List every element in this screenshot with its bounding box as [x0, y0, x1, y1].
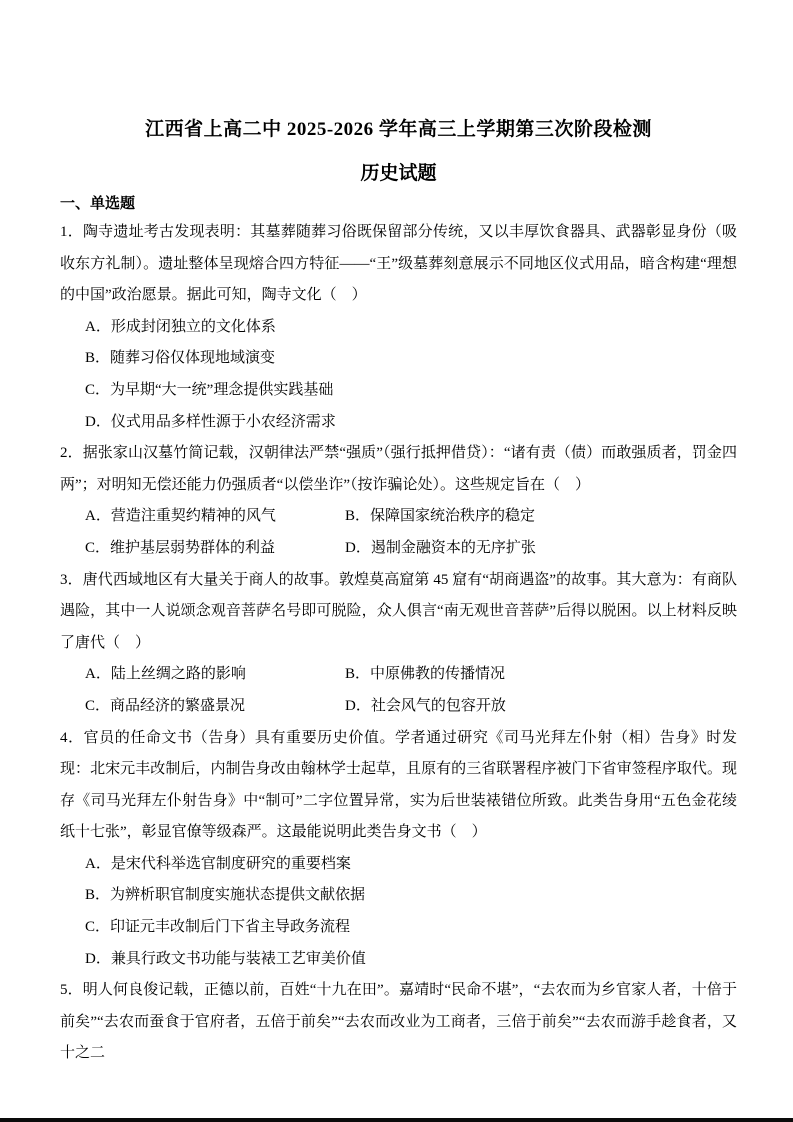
question-4-stem — [60, 723, 737, 849]
question-1-option-d: D．仪式用品多样性源于小农经济需求 — [85, 413, 336, 430]
question-4-number: 4． — [60, 729, 84, 746]
question-5 — [60, 975, 737, 1070]
question-3-text: 唐代西域地区有大量关于商人的故事。敦煌莫高窟第 45 窟有“胡商遇盗”的故事。其大意为：有商队遇险，其中一人说颂念观音菩萨名号即可脱险，众人俱言“南无观世音菩萨”后得以脱困。以上材料反映了唐代（ ） — [60, 571, 737, 651]
question-1-options — [85, 312, 737, 438]
question-1-number: 1． — [60, 224, 83, 240]
question-4 — [60, 723, 737, 976]
question-4-text: 官员的任命文书（告身）具有重要历史价值。学者通过研究《司马光拜左仆射（相）告身》时发现：北宋元丰改制后，内制告身改由翰林学士起草，且原有的三省联署程序被门下省审签程序取代。现存《司马光拜左仆射告身》中“制可”二字位置异常，实为后世装裱错位所致。此类告身用“五色金花绫纸十七张”，彰显官僚等级森严。这最能说明此类告身文书（ ） — [60, 729, 737, 841]
section-heading: 一、单选题 — [60, 196, 136, 212]
question-3-options — [85, 659, 737, 722]
question-2-option-d: D．遏制金融资本的无序扩张 — [345, 539, 536, 556]
question-2-options — [85, 501, 737, 564]
question-1-option-a: A．形成封闭独立的文化体系 — [85, 318, 276, 335]
question-2 — [60, 438, 737, 564]
question-1-text: 陶寺遗址考古发现表明：其墓葬随葬习俗既保留部分传统，又以丰厚饮食器具、武器彰显身份（吸收东方礼制）。遗址整体呈现熔合四方特征——“王”级墓葬刻意展示不同地区仪式用品，暗含构建“理想的中国”政治愿景。据此可知，陶寺文化（ ） — [60, 224, 737, 304]
question-2-number: 2． — [60, 445, 83, 462]
question-1-option-b: B．随葬习俗仅体现地域演变 — [85, 350, 276, 367]
page-bottom-border — [0, 1118, 793, 1122]
question-2-option-b: B．保障国家统治秩序的稳定 — [345, 508, 536, 525]
question-4-option-a: A．是宋代科举选官制度研究的重要档案 — [85, 855, 351, 872]
question-2-option-c: C．维护基层弱势群体的利益 — [85, 539, 276, 556]
question-1-option-c: C．为早期“大一统”理念提供实践基础 — [85, 381, 334, 398]
question-4-option-b: B．为辨析职官制度实施状态提供文献依据 — [85, 887, 366, 904]
question-3 — [60, 565, 737, 723]
question-1 — [60, 217, 737, 438]
question-3-option-b: B．中原佛教的传播情况 — [345, 666, 506, 683]
question-1-stem — [60, 217, 737, 312]
question-3-stem — [60, 565, 737, 660]
exam-subtitle: 历史试题 — [360, 163, 437, 184]
exam-title: 江西省上高二中 2025-2026 学年高三上学期第三次阶段检测 — [145, 119, 652, 140]
question-3-option-d: D．社会风气的包容开放 — [345, 697, 506, 714]
question-2-text: 据张家山汉墓竹简记载，汉朝律法严禁“强质”（强行抵押借贷）：“诸有责（债）而敢强质者，罚金四两”；对明知无偿还能力仍强质者“以偿坐诈”（按诈骗论处）。这些规定旨在（ ） — [60, 445, 737, 493]
question-5-text: 明人何良俊记载，正德以前，百姓“十九在田”。嘉靖时“民命不堪”，“去农而为乡官家人者，十倍于前矣”“去农而蚕食于官府者，五倍于前矣”“去农而改业为工商者，三倍于前矣”“去农而游手趁食者，又十之二 — [60, 982, 737, 1062]
question-2-option-a: A．营造注重契约精神的风气 — [85, 508, 276, 525]
question-4-option-c: C．印证元丰改制后门下省主导政务流程 — [85, 919, 351, 936]
question-5-number: 5． — [60, 982, 83, 999]
question-3-option-a: A．陆上丝绸之路的影响 — [85, 666, 246, 683]
question-4-options — [85, 849, 737, 975]
question-4-option-d: D．兼具行政文书功能与装裱工艺审美价值 — [85, 950, 366, 967]
question-3-option-c: C．商品经济的繁盛景况 — [85, 697, 246, 714]
question-5-stem — [60, 975, 737, 1070]
question-3-number: 3． — [60, 571, 83, 588]
question-2-stem — [60, 438, 737, 501]
